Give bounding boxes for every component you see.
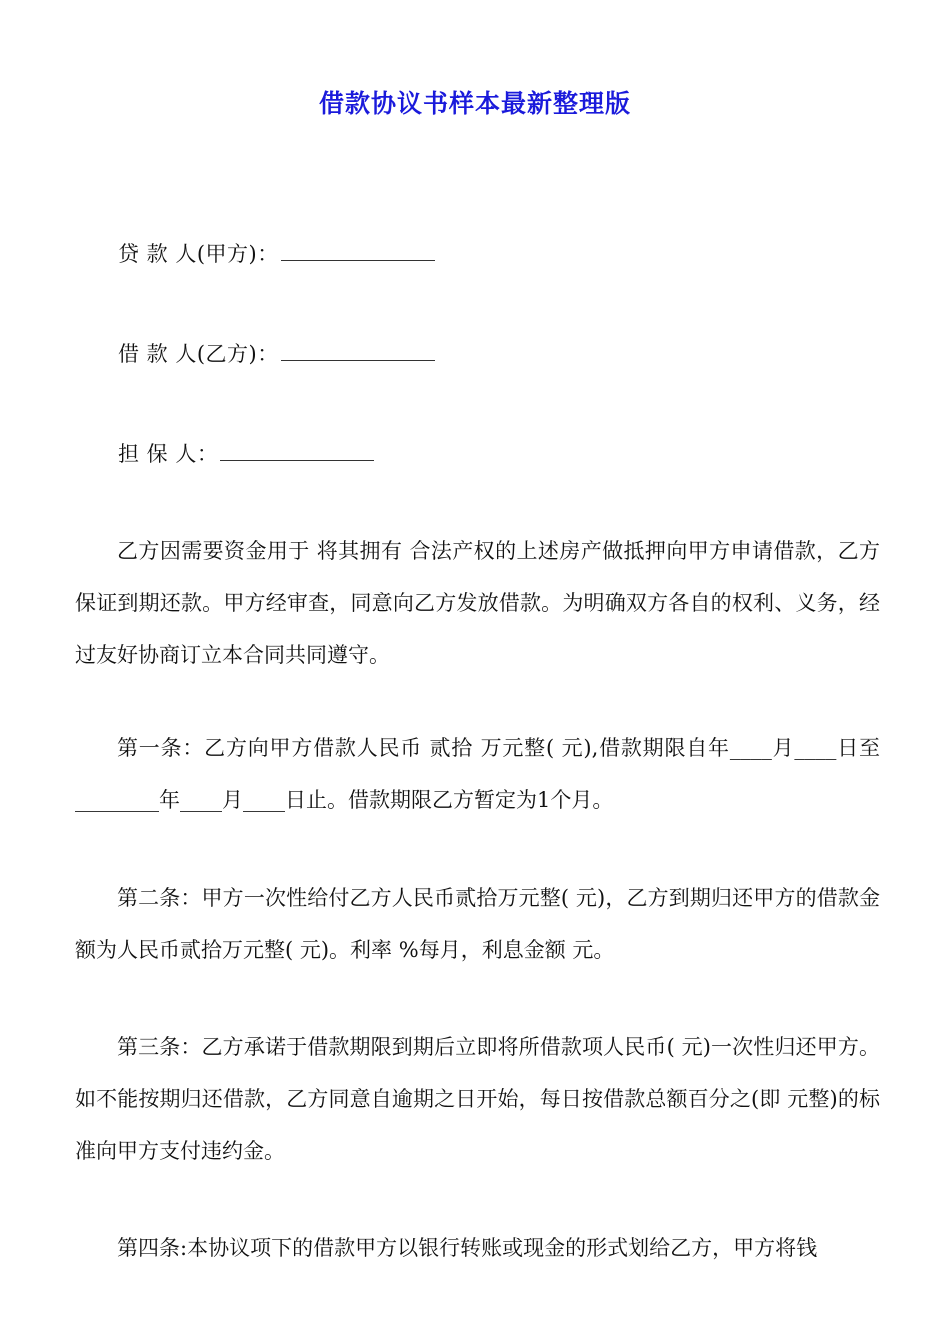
borrower-line: [118, 338, 435, 369]
guarantor-line: [118, 438, 374, 469]
lender-label: 贷 款 人(甲方)：: [118, 242, 279, 266]
article-1-paragraph: 第一条：乙方向甲方借款人民币 贰拾 万元整( 元),借款期限自年____月____日至________年____月____日止。借款期限乙方暂定为1个月。: [75, 736, 880, 812]
guarantor-label: 担 保 人：: [118, 442, 219, 466]
document-title: 借款协议书样本最新整理版: [318, 89, 631, 118]
guarantor-blank[interactable]: [220, 438, 374, 461]
borrower-blank[interactable]: [281, 338, 435, 361]
lender-blank[interactable]: [281, 238, 435, 261]
intro-paragraph: 乙方因需要资金用于 将其拥有 合法产权的上述房产做抵押向甲方申请借款，乙方保证到期还款。甲方经审查，同意向乙方发放借款。为明确双方各自的权利、义务，经过友好协商订立本合同共同遵守。: [75, 539, 880, 667]
borrower-label: 借 款 人(乙方)：: [118, 342, 279, 366]
article-4-paragraph: 第四条:本协议项下的借款甲方以银行转账或现金的形式划给乙方，甲方将钱: [117, 1236, 818, 1260]
lender-line: [118, 238, 435, 269]
article-3-paragraph: 第三条：乙方承诺于借款期限到期后立即将所借款项人民币( 元)一次性归还甲方。如不能按期归还借款，乙方同意自逾期之日开始，每日按借款总额百分之(即 元整)的标准向甲方支付违约金。: [75, 1035, 880, 1163]
article-2-paragraph: 第二条：甲方一次性给付乙方人民币贰拾万元整( 元)，乙方到期归还甲方的借款金额为人民币贰拾万元整( 元)。利率 %每月，利息金额 元。: [75, 886, 880, 962]
